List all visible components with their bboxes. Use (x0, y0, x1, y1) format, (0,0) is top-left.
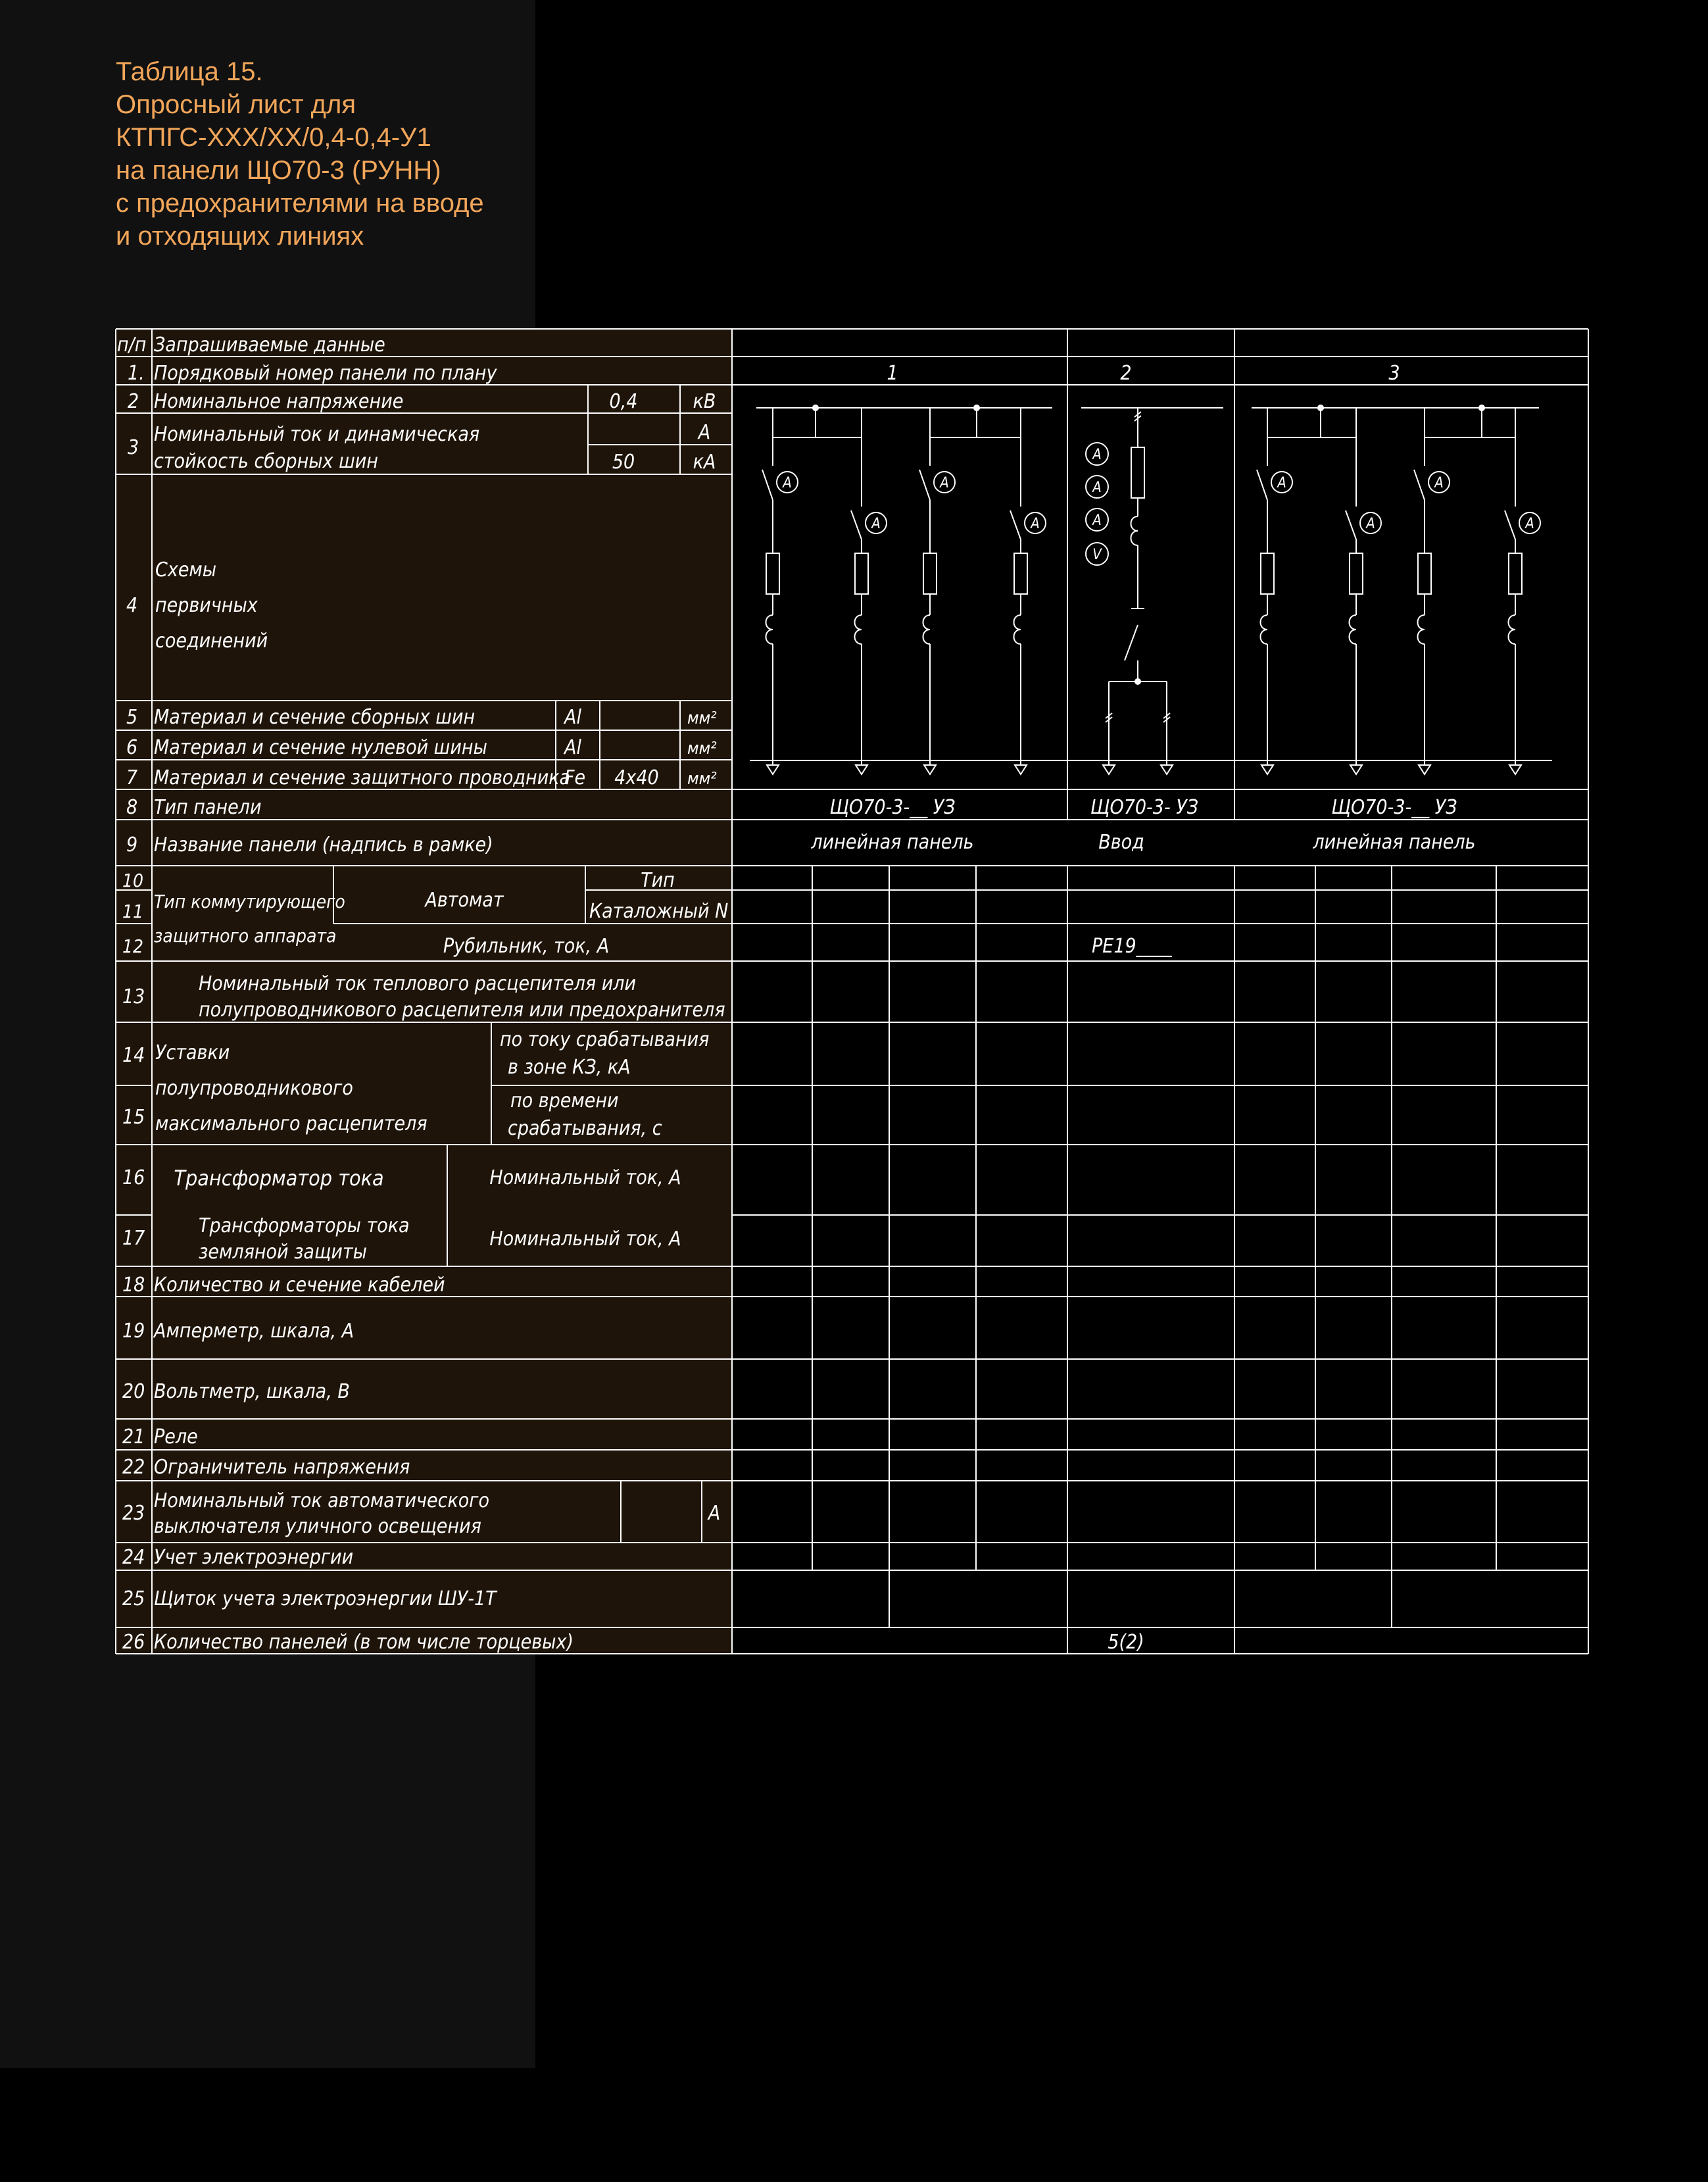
header-num: п/п (117, 334, 147, 357)
neutral-bus-unit: мм² (687, 739, 717, 758)
panel-number-3: 3 (1388, 362, 1400, 385)
row-label-line1: Трансформаторы тока (199, 1214, 410, 1237)
row-num: 23 (122, 1502, 145, 1525)
row-label-line1: Номинальный ток теплового расцепителя или (199, 972, 637, 995)
street-lighting-breaker-unit: А (708, 1502, 721, 1525)
row-label: Щиток учета электроэнергии ШУ-1Т (154, 1587, 497, 1610)
ammeter-symbol-label: A (940, 475, 949, 491)
row-num: 20 (122, 1380, 145, 1403)
row-label-line3: соединений (155, 630, 268, 653)
busbar-strength-value: 50 (612, 451, 635, 474)
junction-dot (813, 405, 818, 410)
caption-line: Таблица 15. (116, 57, 263, 86)
row-num: 4 (126, 594, 138, 617)
junction-dot (1479, 405, 1484, 410)
ammeter-symbol-label: A (871, 516, 881, 532)
row-label: Ограничитель напряжения (154, 1456, 410, 1479)
ammeter-symbol-label: A (1277, 475, 1286, 491)
protective-conductor-material: Fe (564, 766, 586, 789)
row-num: 10 (122, 870, 144, 891)
ammeter-symbol-label: A (1092, 512, 1102, 529)
junction-dot (1318, 405, 1323, 410)
nominal-voltage-value: 0,4 (609, 390, 638, 413)
ammeter-symbol-label: A (1092, 447, 1102, 463)
voltmeter-symbol-label: V (1092, 547, 1102, 563)
row-label: Материал и сечение нулевой шины (154, 736, 487, 759)
row-num: 13 (122, 985, 145, 1008)
caption-line: на панели ЩО70-3 (РУНН) (116, 156, 441, 185)
row-num: 21 (122, 1426, 145, 1449)
row-num: 6 (126, 736, 138, 759)
ammeter-symbol-label: A (1031, 516, 1040, 532)
panel-number-2: 2 (1120, 362, 1132, 385)
neutral-bus-material: Al (564, 736, 581, 759)
row-label: Вольтметр, шкала, В (154, 1380, 350, 1403)
row-num: 2 (128, 390, 139, 413)
busbar-current-unit: А (698, 421, 711, 444)
row-label-line2: стойкость сборных шин (154, 450, 378, 473)
row-num: 24 (122, 1546, 145, 1569)
row-num: 5 (126, 706, 138, 729)
panel-name-1: линейная панель (811, 831, 974, 854)
ammeter-symbol-label: A (1434, 475, 1444, 491)
row-num: 12 (122, 935, 144, 957)
row-label-line1: Номинальный ток автоматического (154, 1489, 489, 1512)
row-num: 3 (128, 436, 139, 459)
row-label: Порядковый номер панели по плану (154, 362, 497, 385)
row-label: Трансформатор тока (174, 1166, 384, 1191)
panel-type-2: ЩО70-3- УЗ (1090, 796, 1199, 819)
row-num: 16 (122, 1166, 145, 1189)
row-label-line1: Схемы (155, 558, 217, 582)
row-num: 8 (126, 796, 138, 819)
row-label: Номинальное напряжение (154, 390, 404, 413)
setting-current-line1: по току срабатывания (500, 1028, 710, 1051)
protective-conductor-unit: мм² (687, 769, 717, 789)
panel-type-1: ЩО70-3-__ УЗ (829, 796, 956, 819)
row-num: 15 (122, 1106, 145, 1129)
row-num: 14 (122, 1044, 145, 1067)
row-label-line1: Тип коммутирующего (154, 891, 345, 912)
row-num: 9 (126, 833, 138, 856)
row-label: Реле (154, 1426, 198, 1449)
row-label: Материал и сечение защитного проводника (154, 766, 571, 789)
row-label-line1: Уставки (155, 1041, 230, 1064)
row-label-line2: защитного аппарата (154, 925, 337, 947)
panel-name-2: Ввод (1098, 831, 1144, 854)
row-label: Рубильник, ток, А (443, 935, 610, 958)
row-num: 22 (122, 1456, 145, 1479)
row-label: Количество и сечение кабелей (154, 1274, 445, 1297)
ammeter-symbol-label: A (1366, 516, 1375, 532)
row-label: Материал и сечение сборных шин (154, 706, 476, 729)
row-label-line2: выключателя уличного освещения (154, 1515, 481, 1538)
row-num: 1. (128, 362, 145, 385)
caption-line: Опросный лист для (116, 90, 356, 119)
setting-time-line1: по времени (510, 1089, 619, 1112)
panel-number-1: 1 (887, 362, 898, 385)
caption-line: с предохранителями на вводе (116, 189, 484, 218)
catalog-number-label: Каталожный N (589, 900, 729, 923)
header-label: Запрашиваемые данные (154, 334, 385, 357)
setting-time-line2: срабатывания, с (508, 1117, 662, 1140)
panel-type-3: ЩО70-3-__ УЗ (1331, 796, 1457, 819)
panel-count-value: 5(2) (1108, 1631, 1144, 1654)
row-label: Количество панелей (в том числе торцевых) (154, 1631, 573, 1654)
row-num: 26 (122, 1631, 145, 1654)
panel-name-3: линейная панель (1313, 831, 1476, 854)
caption-line: и отходящих линиях (116, 222, 364, 251)
switch-model: РЕ19____ (1092, 935, 1172, 958)
busbar-strength-unit: кА (693, 451, 716, 474)
busbar-section-unit: мм² (687, 708, 717, 728)
row-num: 11 (122, 901, 144, 922)
table-right-background (732, 329, 1588, 1654)
row-label: Тип панели (154, 796, 262, 819)
row-num: 17 (122, 1227, 145, 1250)
row-num: 7 (126, 766, 138, 789)
switching-device: Автомат (425, 889, 504, 912)
row-label: Амперметр, шкала, А (154, 1320, 354, 1343)
ct-rated-current-label: Номинальный ток, А (489, 1166, 681, 1189)
protective-conductor-size: 4х40 (614, 766, 659, 789)
setting-current-line2: в зоне КЗ, кА (508, 1056, 631, 1079)
row-label-line3: максимального расцепителя (155, 1112, 427, 1135)
earth-ct-rated-current-label: Номинальный ток, А (489, 1227, 681, 1251)
device-type-label: Тип (641, 869, 675, 892)
busbar-material: Al (564, 706, 581, 729)
nominal-voltage-unit: кВ (693, 390, 716, 413)
row-label-line2: земляной защиты (199, 1241, 367, 1264)
junction-dot (974, 405, 979, 410)
row-num: 19 (122, 1320, 145, 1343)
row-num: 25 (122, 1587, 145, 1610)
row-label-line2: полупроводникового расцепителя или предохранителя (199, 999, 725, 1022)
ammeter-symbol-label: A (1092, 480, 1102, 496)
row-label-line1: Номинальный ток и динамическая (154, 423, 480, 446)
row-num: 18 (122, 1274, 145, 1297)
caption-line: КТПГС-ХХХ/ХХ/0,4-0,4-У1 (116, 123, 431, 152)
row-label-line2: полупроводникового (155, 1077, 353, 1100)
ammeter-symbol-label: A (1525, 516, 1534, 532)
row-label-line2: первичных (155, 594, 258, 617)
ammeter-symbol-label: A (783, 475, 792, 491)
row-label: Учет электроэнергии (154, 1546, 354, 1569)
row-label: Название панели (надпись в рамке) (154, 833, 493, 856)
